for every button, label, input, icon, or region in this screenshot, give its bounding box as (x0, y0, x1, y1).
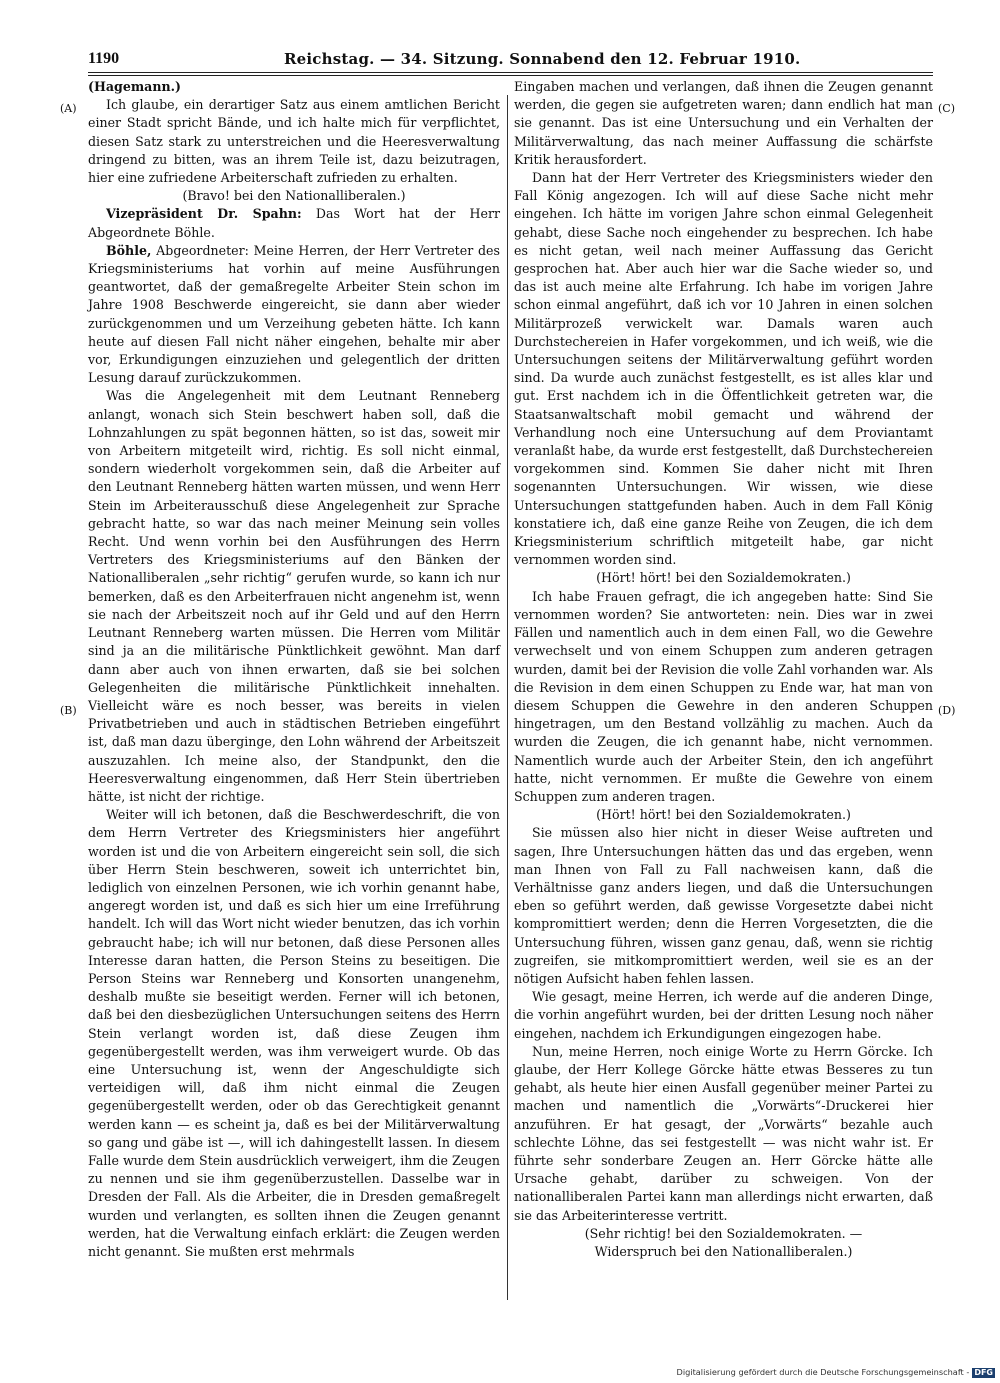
left-column (88, 78, 500, 1261)
interjection-note: (Hört! hört! bei den Sozialdemokraten.) (596, 807, 851, 823)
paragraph: Ich habe Frauen gefragt, die ich angegeben hatte: Sind Sie vernommen worden? Sie antworteten: nein. Dies war in zwei Fällen und namentlich auch in dem einen Fall, wo die Gewehre verwechselt und von einem Schuppen zum anderen getragen wurden, damit bei der Revision die volle Zahl vorhanden war. Als die Revision in dem einen Schuppen zu Ende war, hat man von diesem Schuppen die Gewehre in den anderen Schuppen hingetragen, um den Bestand vollzählig zu machen. Auch da wurden die Zeugen, die ich genannt habe, nicht vernommen. Namentlich wurde auch der Arbeiter Stein, den ich angeführt hatte, nicht vernommen. Er mußte die Gewehre von einem Schuppen zum anderen tragen. (514, 588, 933, 804)
running-title: Reichstag. — 34. Sitzung. Sonnabend den 12. Februar 1910. (284, 50, 801, 68)
closing-note-line: Widerspruch bei den Nationalliberalen.) (594, 1244, 853, 1259)
speaker-name: Böhle, (106, 242, 152, 258)
right-column (514, 78, 933, 1261)
closing-note-line: (Sehr richtig! bei den Sozialdemokraten. — (584, 1225, 863, 1241)
paragraph: Eingaben machen und verlangen, daß ihnen die Zeugen genannt werden, die gegen sie aufgetreten waren; dann endlich hat man sie genannt. Das ist eine Untersuchung und ein Verhalten der Militärverwaltung, das nach meiner Auffassung die schärfste Kritik herausfordert. (514, 79, 933, 167)
boehle-speech (88, 242, 500, 388)
margin-marker-a: (A) (60, 102, 77, 115)
margin-marker-b: (B) (60, 704, 77, 717)
statement-text: Das Wort hat der Herr Abgeordnete Böhle. (88, 206, 501, 240)
paragraph: Sie müssen also hier nicht in dieser Weise auftreten und sagen, Ihre Untersuchungen hätten das und das ergeben, wenn man Ihnen von Fall zu Fall nachweisen kann, daß die Verhältnisse ganz anders liegen, und daß die Untersuchungen eben so geführt werden, daß gewisse Vorgesetzte dabei nicht kompromittiert werden; denn die Herren Vorgesetzten, die die Untersuchung führen, wissen ganz genau, daß, wenn sie richtig zugreifen, sie mitkompromittiert werden, weil sie es an der nötigen Aufsicht haben fehlen lassen. (514, 825, 933, 986)
speaker-name: Vizepräsident Dr. Spahn: (106, 206, 302, 222)
margin-marker-d: (D) (938, 704, 956, 717)
interjection-note: (Hört! hört! bei den Sozialdemokraten.) (596, 570, 851, 586)
margin-marker-c: (C) (938, 102, 955, 115)
column-divider (507, 95, 508, 1300)
paragraph: Ich glaube, ein derartiger Satz aus einem amtlichen Bericht einer Stadt spricht Bände, und ich halte mich für verpflichtet, diesen Satz stark zu unterstreichen und die Heeresverwaltung dringend zu bitten, was an ihrem Teile ist, dazu beizutragen, hier eine zufriedene Arbeiterschaft zufrieden zu erhalten. (88, 97, 500, 186)
paragraph: Wie gesagt, meine Herren, ich werde auf die anderen Dinge, die vorhin angeführt wurden, bei der dritten Lesung noch näher eingehen, nachdem ich Erkundigungen eingezogen habe. (514, 989, 933, 1041)
page-number: 1190 (88, 50, 120, 67)
paragraph: Dann hat der Herr Vertreter des Kriegsministers wieder den Fall König angezogen. Ich will auf diese Sache nicht mehr eingehen. Ich hätte im vorigen Jahre schon einmal Gelegenheit gehabt, diese Sache noch eingehender zu besprechen. Ich habe es nicht getan, weil nach meiner Auffassung das Gericht gesprochen hat. Aber auch hier war die Sache wieder so, und das ist auch meine alte Erfahrung. Ich habe im vorigen Jahre schon einmal angeführt, daß ich vor 10 Jahren in einen solchen Militärprozeß verwickelt war. Damals waren auch Durchstechereien in Hafer vorgekommen, und ich weiß, wie die Untersuchungen seitens der Militärverwaltung geführt worden sind. Da wurde auch zunächst festgestellt, es ist alles klar und gut. Erst nachdem ich in die Öffentlichkeit getreten war, die Staatsanwaltschaft mobil gemacht und während der Verhandlung noch eine Untersuchung auf dem Proviantamt veranlaßt habe, da wurde erst festgestellt, daß Durchstechereien vorgekommen sind. Kommen Sie daher nicht mit Ihren sogenannten Untersuchungen. Wir wissen, wie diese Untersuchungen stattgefunden haben. Auch in dem Fall König konstatiere ich, daß eine ganze Reihe von Zeugen, die ich dem Kriegsministerium schriftlich mitgeteilt habe, gar nicht vernommen worden sind. (514, 170, 933, 568)
vice-president-statement (88, 205, 500, 241)
paragraph: Weiter will ich betonen, daß die Beschwerdeschrift, die von dem Herrn Vertreter des Kriegsministers hier angeführt worden ist und die von Arbeitern eingereicht sein soll, die sich über Herrn Stein beschweren, soweit ich unterrichtet bin, lediglich von einzelnen Personen, wie ich vorhin genannt habe, angeregt worden ist, und daß es sich hier um eine Irreführung handelt. Ich will das Wort nicht wieder benutzen, das ich vorhin gebraucht habe; ich will nur betonen, daß diese Personen alles Interesse daran hatten, die Person Steins zu beseitigen. Die Person Steins war Renneberg und Konsorten unangenehm, deshalb mußte sie beseitigt werden. Ferner will ich betonen, daß bei den diesbezüglichen Untersuchungen seitens des Herrn Stein verlangt worden ist, daß diese Zeugen ihm gegenübergestellt werden, was ihm verweigert wurde. Ob das eine Untersuchung ist, wenn der Angeschuldigte sich verteidigen will, daß ihm nicht einmal die Zeugen gegenübergestellt werden, oder ob das Gerechtigkeit genannt werden kann — es scheint ja, daß es bei der Militärverwaltung so gang und gäbe ist —, will ich dahingestellt lassen. In diesem Falle wurde dem Stein ausdrücklich verweigert, ihm die Zeugen zu nennen und sie ihm gegenüberzustellen. Dasselbe war in Dresden der Fall. Als die Arbeiter, die in Dresden gemaßregelt wurden und verlangten, es sollten ihnen die Zeugen genannt werden, hat die Verwaltung einfach erklärt: die Zeugen werden nicht genannt. Sie mußten erst mehrmals (88, 807, 500, 1259)
paragraph: Was die Angelegenheit mit dem Leutnant Renneberg anlangt, wonach sich Stein beschwert haben soll, daß die Lohnzahlungen zu spät begonnen hätten, so ist das, soweit mir von Arbeitern mitgeteilt wird, richtig. Es soll nicht einmal, sondern wiederholt vorgekommen sein, daß die Arbeiter auf den Leutnant Renneberg hätten warten müssen, und wenn Herr Stein im Arbeiterausschuß diese Angelegenheit zur Sprache gebracht hatte, so war das nach meiner Meinung sein volles Recht. Und wenn vorhin bei den Ausführungen des Herrn Vertreters des Kriegsministeriums auf den Bänken der Nationalliberalen „sehr richtig“ gerufen wurde, so kann ich nur bemerken, daß es den Arbeiterfrauen nicht angenehm ist, wenn sie nach der Arbeitszeit noch auf ihr Geld und auf den Herrn Leutnant Renneberg warten müssen. Die Herren vom Militär sind ja an die militärische Pünktlichkeit gewöhnt. Man darf dann aber auch von ihnen erwarten, daß sie bei solchen Gelegenheiten die militärische Pünktlichkeit innehalten. Vielleicht wäre es noch besser, was bereits in vielen Privatbetrieben und auch in städtischen Betrieben eingeführt ist, daß man dazu überginge, den Lohn während der Arbeitszeit auszuzahlen. Ich meine also, der Standpunkt, den die Heeresverwaltung eingenommen, daß Herr Stein übertrieben hätte, ist nicht der richtige. (88, 388, 500, 804)
header-rule-thin (88, 75, 933, 76)
digitization-footer (600, 1367, 995, 1378)
speech-text: Abgeordneter: Meine Herren, der Herr Vertreter des Kriegsministeriums hat vorhin auf meine Ausführungen geantwortet, daß der gemaßregelte Arbeiter Stein schon im Jahre 1908 Beschwerde eingereicht, sie dann aber wieder zurückgenommen und um Verzeihung gebeten hätte. Ich kann heute auf diesen Fall nicht näher eingehen, behalte mir aber vor, Erkundigungen einzuziehen und gelegentlich der dritten Lesung darauf zurückzukommen. (88, 242, 500, 386)
header-rule (88, 72, 933, 73)
page-header (88, 50, 933, 72)
paragraph: Nun, meine Herren, noch einige Worte zu Herrn Görcke. Ich glaube, der Herr Kollege Görcke hätte etwas Besseres zu tun gehabt, als heute hier einen Ausfall gegenüber meiner Partei zu machen und namentlich die „Vorwärts“-Druckerei hier anzuführen. Er hat gesagt, der „Vorwärts“ bezahle auch schlechte Löhne, das sei festgestellt — was nicht wahr ist. Er führte sehr sonderbare Zeugen an. Herr Görcke hätte alle Ursache gehabt, darüber zu schweigen. Von der nationalliberalen Partei kann man allerdings nicht erwarten, daß sie das Arbeiterinteresse vertritt. (514, 1043, 933, 1223)
applause-note: (Bravo! bei den Nationalliberalen.) (182, 188, 406, 204)
dfg-logo: DFG (974, 1367, 993, 1377)
speaker-tag: (Hagemann.) (88, 79, 181, 94)
footer-text: Digitalisierung gefördert durch die Deutsche Forschungsgemeinschaft - (676, 1367, 970, 1377)
